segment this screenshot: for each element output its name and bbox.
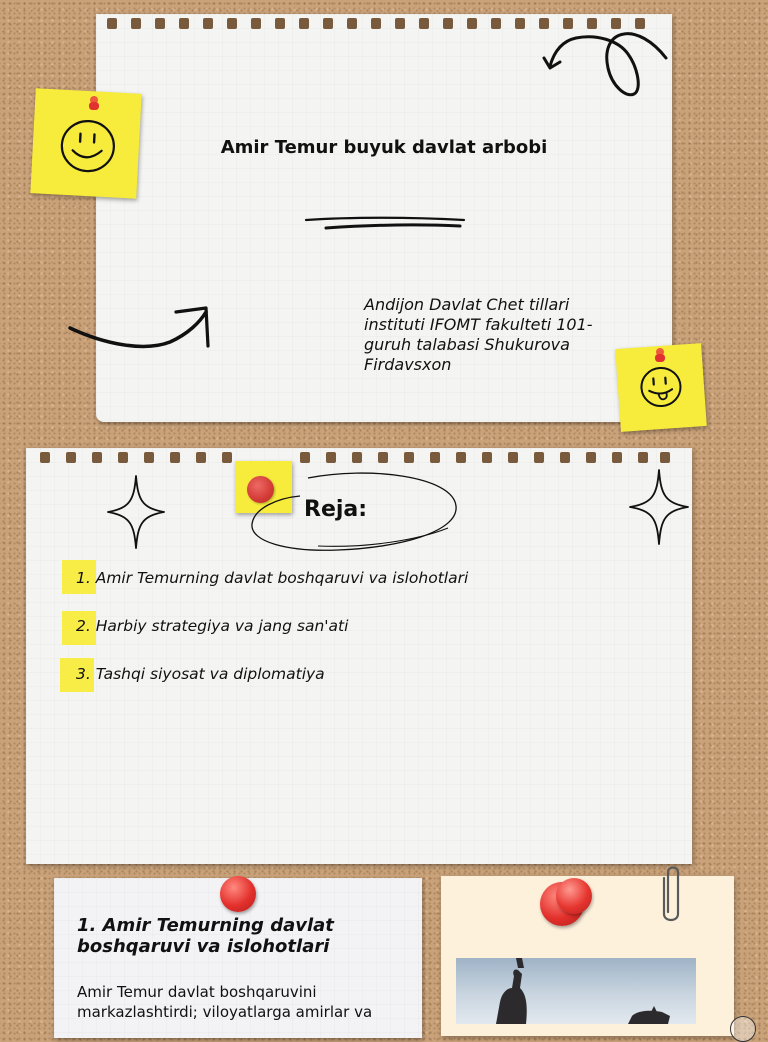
sticky-note-smiley (30, 88, 141, 198)
section-heading: 1. Amir Temurning davlat boshqaruvi va islohotlari (77, 915, 397, 957)
paperclip-icon (660, 862, 684, 924)
sparkle-icon (106, 474, 166, 550)
plan-heading: Reja: (304, 497, 367, 522)
author-info: Andijon Davlat Chet tillari instituti IFOMT fakulteti 101-guruh talabasi Shukurova Firdavsxon (364, 295, 626, 375)
plan-item-text: Tashqi siyosat va diplomatiya (96, 665, 325, 683)
binder-holes (26, 448, 692, 468)
pushpin-icon (556, 878, 592, 914)
pushpin-icon (655, 348, 665, 362)
plan-item-number: 2. (76, 617, 91, 635)
statue-photo (456, 958, 696, 1024)
curved-arrow-icon (64, 300, 216, 358)
plan-item-text: Harbiy strategiya va jang san'ati (96, 617, 349, 635)
smiley-icon (57, 115, 118, 176)
underline-scribble (300, 212, 470, 234)
presentation-title: Amir Temur buyuk davlat arbobi (200, 137, 568, 158)
plan-item-number: 3. (76, 665, 91, 683)
round-nav-button[interactable] (730, 1016, 756, 1042)
pushpin-icon (220, 876, 256, 912)
sparkle-icon (628, 468, 690, 546)
loop-arrow-icon (540, 28, 672, 104)
plan-item-text: Amir Temurning davlat boshqaruvi va islohotlari (96, 569, 469, 587)
section-body-text: Amir Temur davlat boshqaruvini markazlashtirdi; viloyatlarga amirlar va (77, 982, 397, 1022)
pushpin-icon (89, 96, 99, 110)
tongue-smiley-icon (637, 364, 684, 411)
plan-item-number: 1. (76, 569, 91, 587)
